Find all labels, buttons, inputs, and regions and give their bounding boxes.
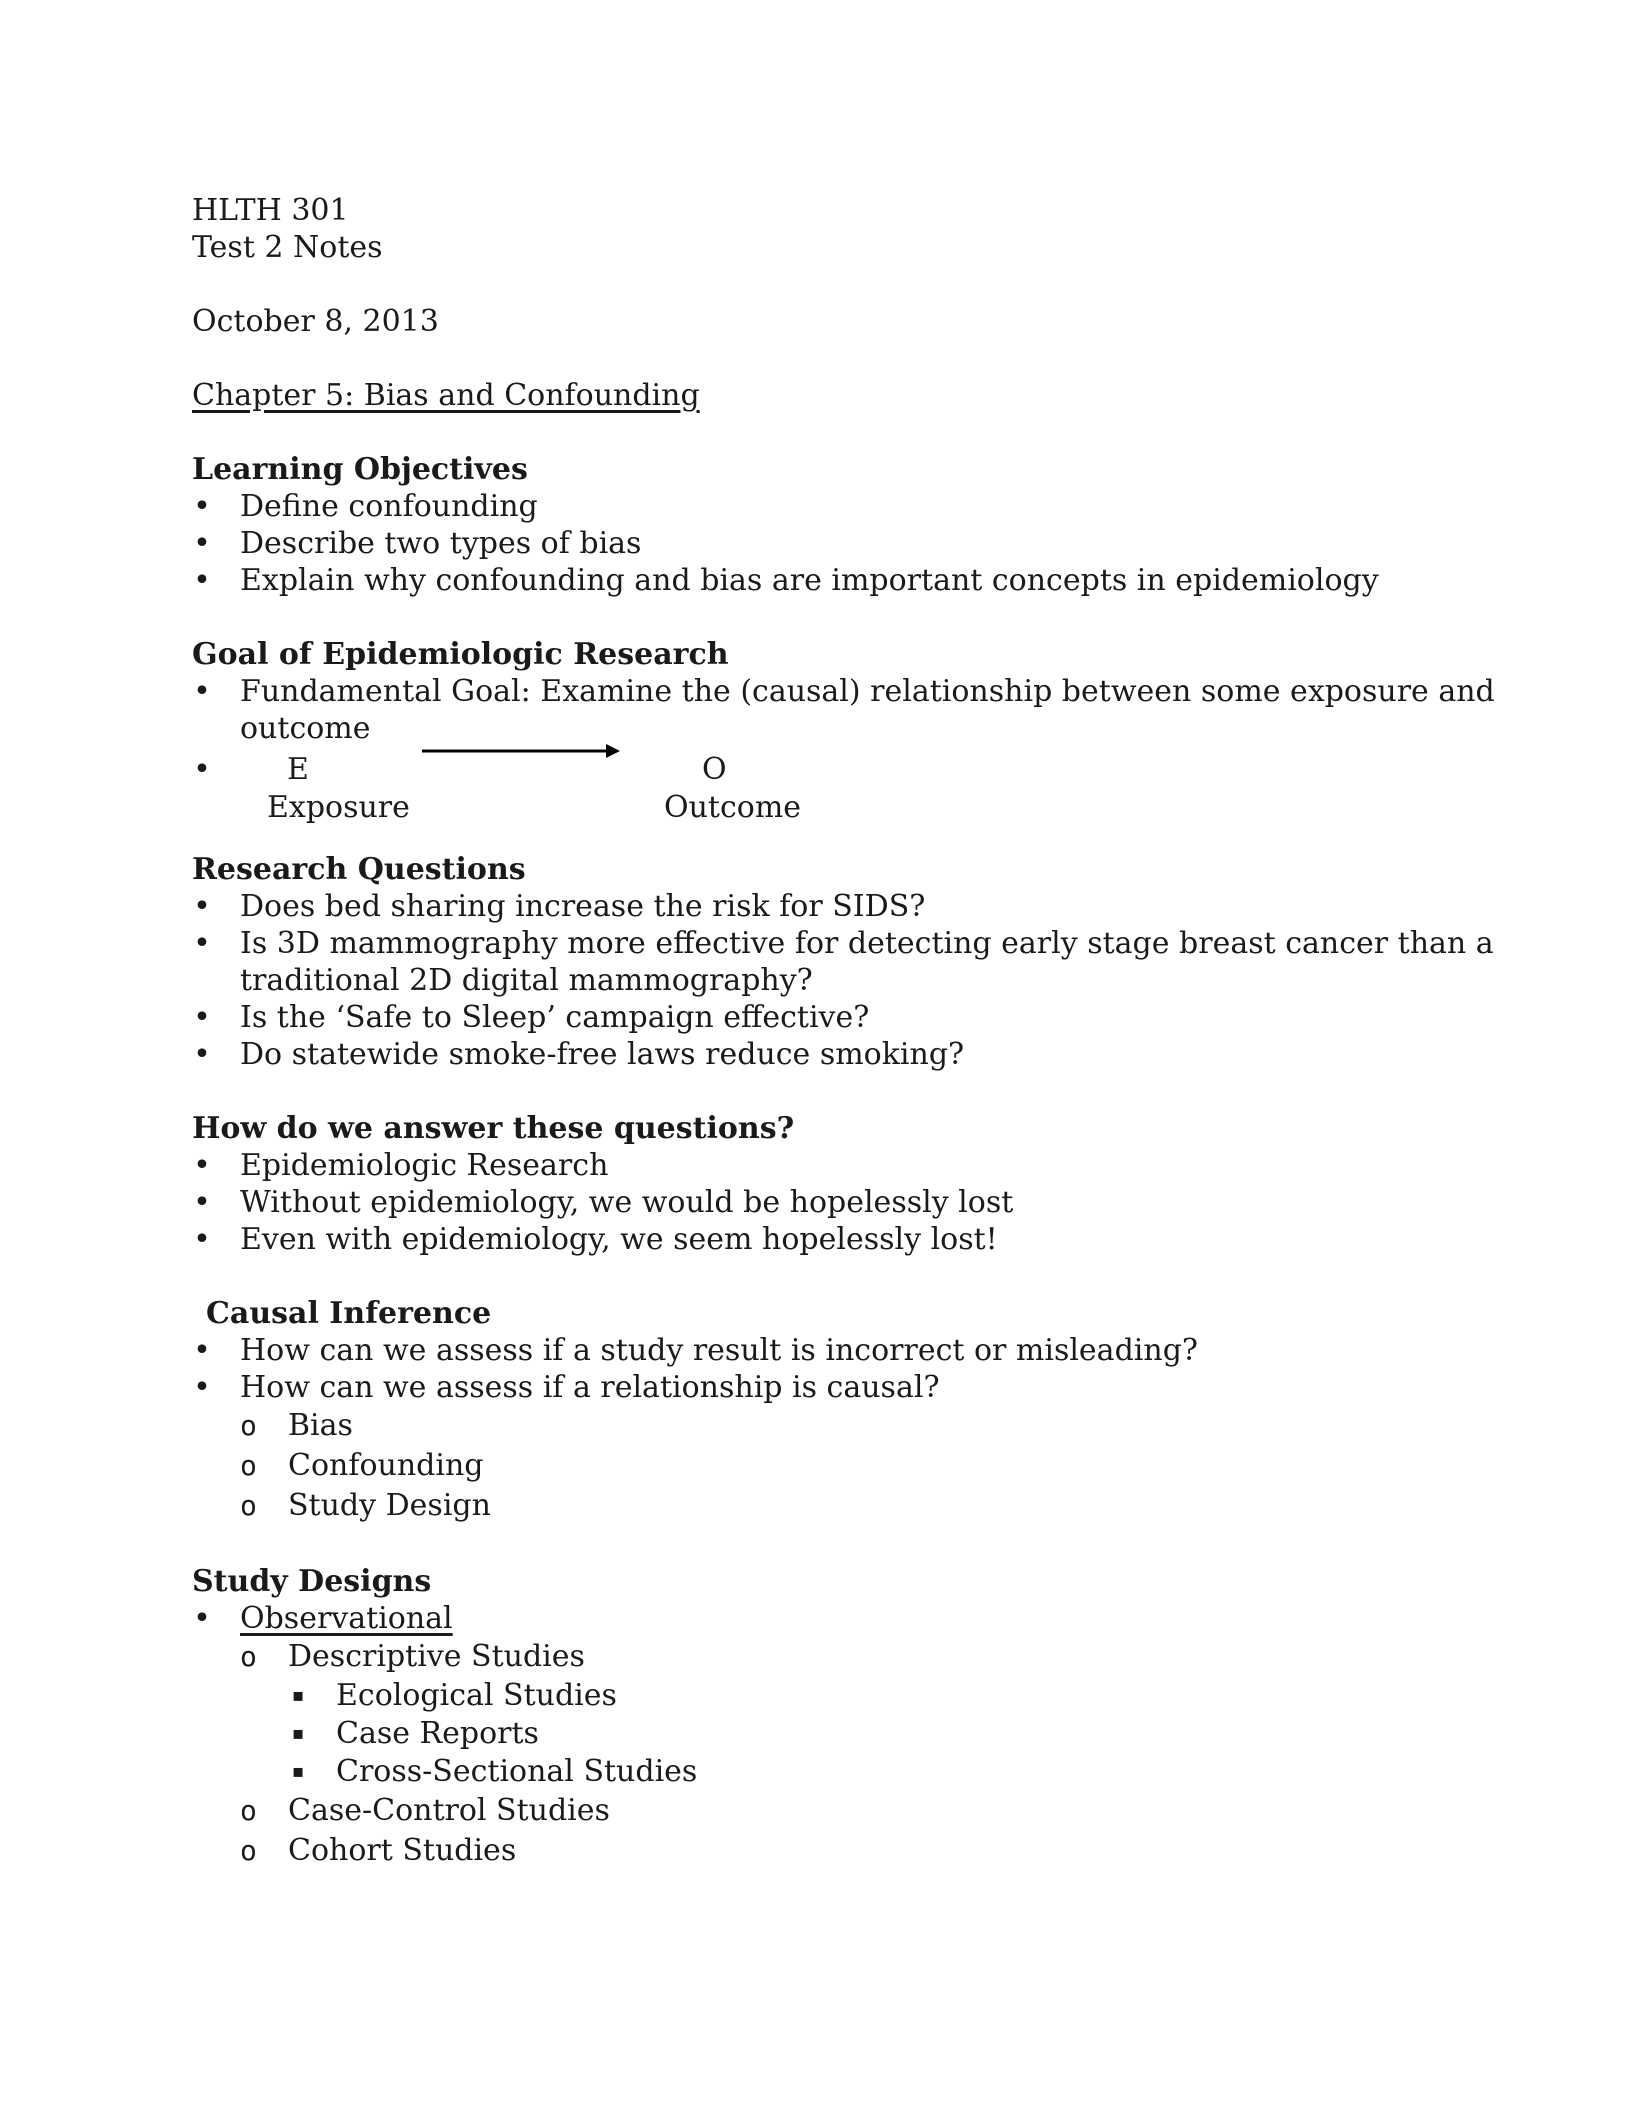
how-answer-list [192,1147,1442,1258]
circle-bullet-icon: o [240,1489,257,1522]
list-item: • How can we assess if a relationship is causal? [193,1370,940,1405]
list-item [240,1677,1442,1791]
list-item: o Cohort Studies [240,1831,1442,1871]
list-item: • Describe two types of bias [193,526,642,561]
causal-inference-sublist [240,1406,1442,1526]
circle-bullet-icon: o [240,1449,257,1482]
square-bullet-icon: ▪ [292,1685,305,1706]
circle-bullet-icon: o [240,1640,257,1673]
right-arrow-icon [422,741,622,761]
list-item: • Is the ‘Safe to Sleep’ campaign effective? [193,1000,870,1035]
list-item: • Fundamental Goal: Examine the (causal) relationship between some exposure and outcome [193,674,1495,746]
bullet-icon: • [193,1370,211,1405]
exposure-outcome-diagram [192,751,1442,831]
learning-objectives-list [192,488,1442,599]
descriptive-sublist-wrapper [240,1677,1442,1791]
list-item: • Define confounding [193,489,538,524]
list-item: o Study Design [240,1486,1442,1526]
causal-inference-list [192,1332,1442,1406]
list-item: o Case-Control Studies [240,1791,1442,1831]
descriptive-sublist [288,1677,1442,1791]
square-bullet-icon: ▪ [292,1723,305,1744]
circle-bullet-icon: o [240,1794,257,1827]
bullet-icon: • [193,926,211,961]
bullet-icon: • [193,889,211,924]
research-questions-list [192,888,1494,1073]
list-item: • Does bed sharing increase the risk for SIDS? [193,889,926,924]
document-date: October 8, 2013 [192,304,439,339]
bullet-icon: • [193,1148,211,1183]
chapter-title: Chapter 5: Bias and Confounding [192,378,700,413]
square-bullet-icon: ▪ [292,1761,305,1782]
goal-list [192,673,1495,747]
bullet-icon: • [193,1333,211,1368]
bullet-icon: • [193,1000,211,1035]
list-item [192,1600,1442,1637]
course-code: HLTH 301 [192,193,349,228]
study-designs-list [192,1600,1442,1637]
study-designs-heading: Study Designs [192,1564,432,1599]
list-item: • Without epidemiology, we would be hopelessly lost [193,1185,1014,1220]
list-item: o Bias [240,1406,1442,1446]
list-item: ▪ Case Reports [292,1716,539,1751]
observational-sublist-continued [240,1791,1442,1871]
outcome-letter: O [702,752,727,787]
outcome-label: Outcome [664,790,802,825]
bullet-icon: • [193,674,211,709]
observational-sublist [240,1637,1442,1677]
goal-heading: Goal of Epidemiologic Research [192,637,729,672]
circle-bullet-icon: o [240,1409,257,1442]
bullet-icon: • [193,1222,211,1257]
list-item: ▪ Ecological Studies [292,1678,617,1713]
bullet-icon: • [193,489,211,524]
list-item: ▪ Cross-Sectional Studies [292,1754,698,1789]
how-answer-heading: How do we answer these questions? [192,1111,795,1146]
causal-inference-heading: Causal Inference [206,1296,492,1331]
bullet-icon: • [193,752,211,787]
list-item: • Epidemiologic Research [193,1148,609,1183]
exposure-letter: E [287,752,309,787]
observational-label: Observational [240,1601,453,1636]
document-subtitle: Test 2 Notes [192,230,383,265]
bullet-icon: • [193,526,211,561]
list-item: o Descriptive Studies [240,1637,1442,1677]
exposure-label: Exposure [267,790,410,825]
learning-objectives-heading: Learning Objectives [192,452,528,487]
circle-bullet-icon: o [240,1834,257,1867]
bullet-icon: • [193,563,211,598]
bullet-icon: • [193,1037,211,1072]
list-item: • Is 3D mammography more effective for detecting early stage breast cancer than a traditional 2D digital mammography? [193,926,1494,998]
bullet-icon: • [193,1601,211,1636]
research-questions-heading: Research Questions [192,852,526,887]
bullet-icon: • [193,1185,211,1220]
list-item: • Even with epidemiology, we seem hopelessly lost! [193,1222,998,1257]
list-item: o Confounding [240,1446,1442,1486]
list-item: • Explain why confounding and bias are important concepts in epidemiology [193,563,1379,598]
list-item: • Do statewide smoke-free laws reduce smoking? [193,1037,965,1072]
document-page [192,192,1495,1871]
list-item: • How can we assess if a study result is incorrect or misleading? [193,1333,1198,1368]
